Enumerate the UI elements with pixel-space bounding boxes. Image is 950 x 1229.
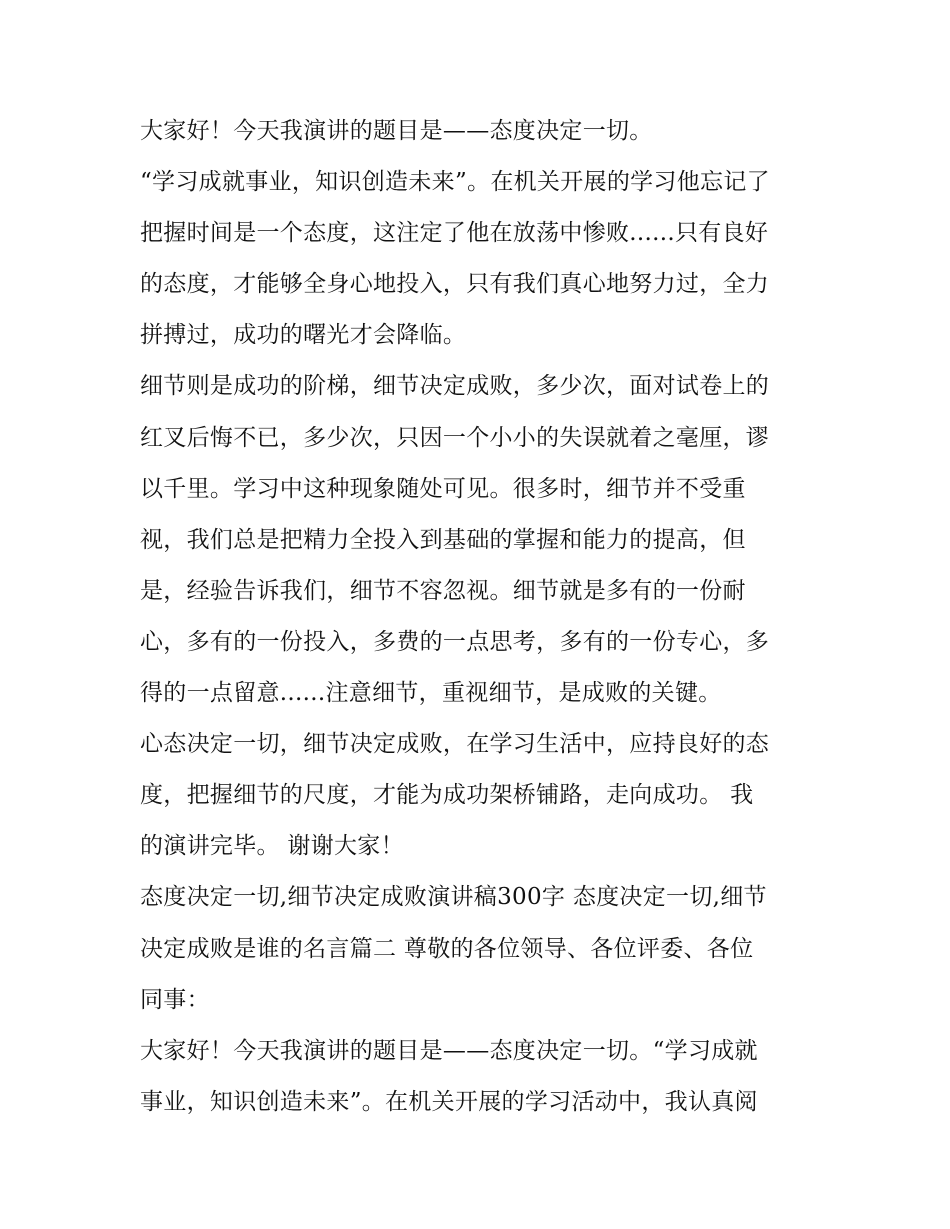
text-line: 度，把握细节的尺度，才能为成功架桥铺路，走向成功。 我 xyxy=(140,782,754,809)
text-line: 的态度，才能够全身心地投入，只有我们真心地努力过，全力 xyxy=(140,271,770,298)
text-line: 得的一点留意......注意细节，重视细节，是成败的关键。 xyxy=(140,680,722,707)
document-body xyxy=(140,106,820,1128)
text-line: 以千里。学习中这种现象随处可见。很多时，细节并不受重 xyxy=(140,475,746,502)
text-line: 同事： xyxy=(140,986,210,1013)
text-line: 态度决定一切,细节决定成败演讲稿300字 态度决定一切,细节 xyxy=(140,884,767,911)
text-line: 事业，知识创造未来”。在机关开展的学习活动中，我认真阅 xyxy=(140,1088,758,1115)
text-line: 拼搏过，成功的曙光才会降临。 xyxy=(140,322,467,349)
text-line: 心态决定一切，细节决定成败，在学习生活中，应持良好的态 xyxy=(140,731,770,758)
text-line: 把握时间是一个态度，这注定了他在放荡中惨败......只有良好 xyxy=(140,220,769,247)
text-line: 大家好！今天我演讲的题目是——态度决定一切。“学习成就 xyxy=(140,1037,758,1064)
text-line: 心，多有的一份投入，多费的一点思考，多有的一份专心，多 xyxy=(140,628,770,655)
text-line: 的演讲完毕。 谢谢大家！ xyxy=(140,833,404,860)
text-line: 决定成败是谁的名言篇二 尊敬的各位领导、各位评委、各位 xyxy=(140,935,754,962)
text-line: 视，我们总是把精力全投入到基础的掌握和能力的提高，但 xyxy=(140,526,746,553)
text-line: “学习成就事业，知识创造未来”。在机关开展的学习他忘记了 xyxy=(140,169,770,196)
text-line: 是，经验告诉我们，细节不容忽视。细节就是多有的一份耐 xyxy=(140,577,746,604)
text-line: 细节则是成功的阶梯，细节决定成败，多少次，面对试卷上的 xyxy=(140,373,770,400)
text-line: 红叉后悔不已，多少次，只因一个小小的失误就着之毫厘，谬 xyxy=(140,424,770,451)
text-line: 大家好！今天我演讲的题目是——态度决定一切。 xyxy=(140,118,653,144)
